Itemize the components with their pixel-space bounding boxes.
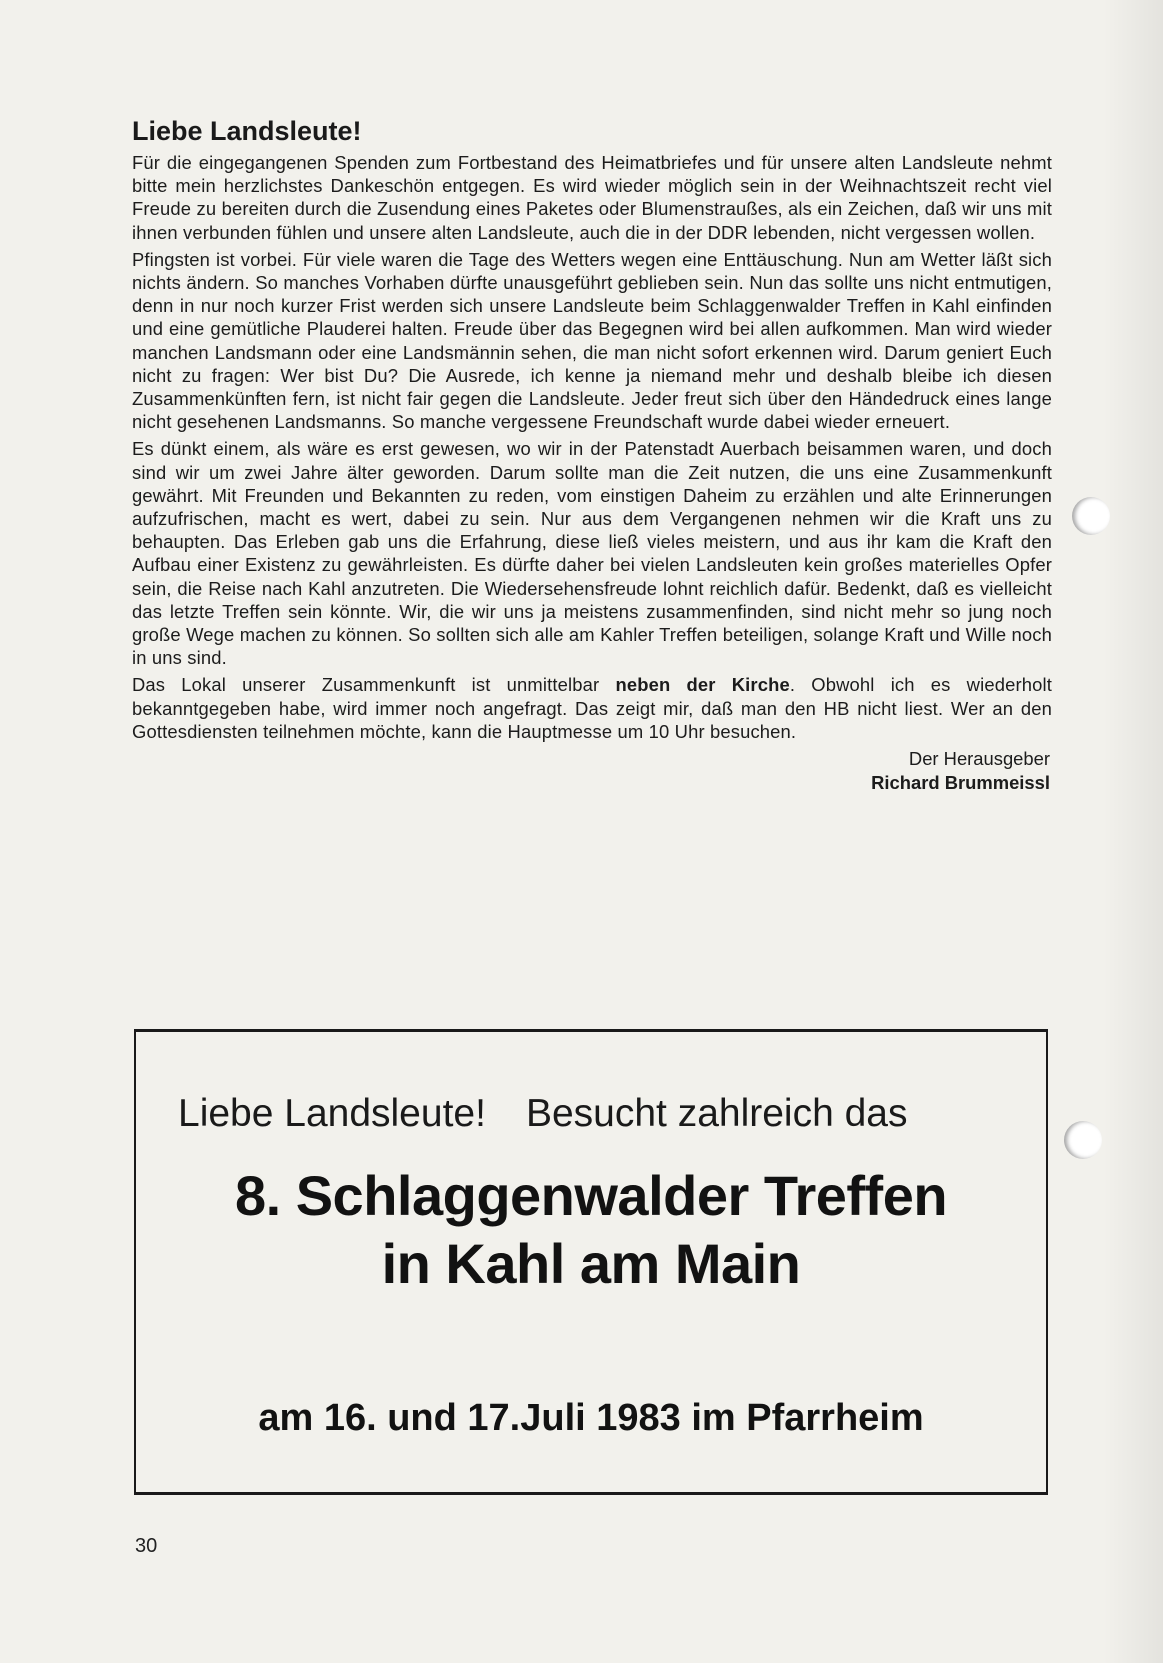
- page-number: 30: [135, 1535, 158, 1557]
- notice-title: [136, 1162, 1046, 1298]
- article: [132, 116, 1052, 795]
- article-paragraph-1: Für die eingegangenen Spenden zum Fortbestand des Heimatbriefes und für unsere alten Landsleute nehmt bitte mein herzlichstes Dankeschön entgegen. Es wird wieder möglich sein in der Weihnachtszeit recht viel Freude zu bereiten durch die Zusendung eines Paketes oder Blumenstraußes, als ein Zeichen, daß wir uns mit ihnen verbunden fühlen und unsere alten Landsleute, auch die in der DDR lebenden, nicht vergessen wollen.: [132, 152, 1052, 243]
- article-headline: Liebe Landsleute!: [132, 116, 362, 146]
- signature-name: Richard Brummeissl: [871, 772, 1050, 794]
- article-paragraph-2: Pfingsten ist vorbei. Für viele waren die Tage des Wetters wegen eine Enttäuschung. Nun am Wetter läßt sich nichts ändern. So manches Vorhaben dürfte unausgeführt geblieben sein. Nun das sollte uns nicht entmutigen, denn in nur noch kurzer Frist werden sich unsere Landsleute beim Schlaggenwalder Treffen in Kahl einfinden und eine gemütliche Plauderei halten. Freude über das Begegnen wird bei allen aufkommen. Man wird wieder manchen Landsmann oder eine Landsmännin sehen, die man nicht sofort erkennen wird. Darum geniert Euch nicht zu fragen: Wer bist Du? Die Ausrede, ich kenne ja niemand mehr und deshalb bleibe ich diesen Zusammenkünften fern, ist nicht fair gegen die Landsleute. Jeder freut sich über den Händedruck eines lange nicht gesehenen Landsmanns. So manche vergessene Freundschaft wurde dabei wieder erneuert.: [132, 248, 1052, 433]
- paragraph-4-start: Das Lokal unserer Zusammenkunft ist unmittelbar: [132, 674, 600, 696]
- article-paragraph-4: [132, 673, 1052, 743]
- notice-greeting: Liebe Landsleute!: [178, 1092, 486, 1135]
- paragraph-4-end: . Obwohl ich es wiederholt bekanntgegeben habe, wird immer noch angefragt. Das zeigt mir, daß man den HB nicht liest. Wer an den Gottesdiensten teilnehmen möchte, kann die Hauptmesse um 10 Uhr besuchen.: [132, 674, 1052, 742]
- signature-block: [132, 747, 1050, 795]
- notice-date: am 16. und 17.Juli 1983 im Pfarrheim: [258, 1397, 924, 1439]
- notice-intro: [178, 1092, 907, 1136]
- notice-title-line-1: 8. Schlaggenwalder Treffen: [234, 1164, 948, 1227]
- article-paragraph-3: Es dünkt einem, als wäre es erst gewesen, wo wir in der Patenstadt Auerbach beisammen waren, und doch sind wir um zwei Jahre älter geworden. Darum sollte man die Zeit nutzen, die uns eine Zusammenkunft gewährt. Mit Freunden und Bekannten zu reden, vom einstigen Daheim zu erzählen und alte Erinnerungen aufzufrischen, macht es wert, dabei zu sein. Nur aus dem Vergangenen nehmen wir die Kraft uns zu behaupten. Das Erleben gab uns die Erfahrung, diese ließ vieles meistern, und aus ihr kam die Kraft den Aufbau einer Existenz zu gewährleisten. Es dürfte daher bei vielen Landsleuten kein großes materielles Opfer sein, die Reise nach Kahl anzutreten. Die Wiedersehensfreude lohnt reichlich dafür. Bedenkt, daß es vielleicht das letzte Treffen sein könnte. Wir, die wir uns ja meistens zusammenfinden, sind nicht mehr so jung noch große Wege machen zu können. So sollten sich alle am Kahler Treffen beteiligen, solange Kraft und Wille noch in uns sind.: [132, 438, 1052, 669]
- punch-hole-bottom: [1064, 1121, 1102, 1159]
- page-edge-shadow: [1103, 0, 1163, 1663]
- notice-invite: Besucht zahlreich das: [525, 1092, 908, 1135]
- notice-title-line-2: in Kahl am Main: [381, 1232, 801, 1295]
- punch-hole-top: [1072, 497, 1110, 535]
- event-notice-box: [134, 1029, 1048, 1495]
- signature-role: Der Herausgeber: [908, 748, 1050, 770]
- paragraph-4-bold: neben der Kirche: [615, 674, 790, 696]
